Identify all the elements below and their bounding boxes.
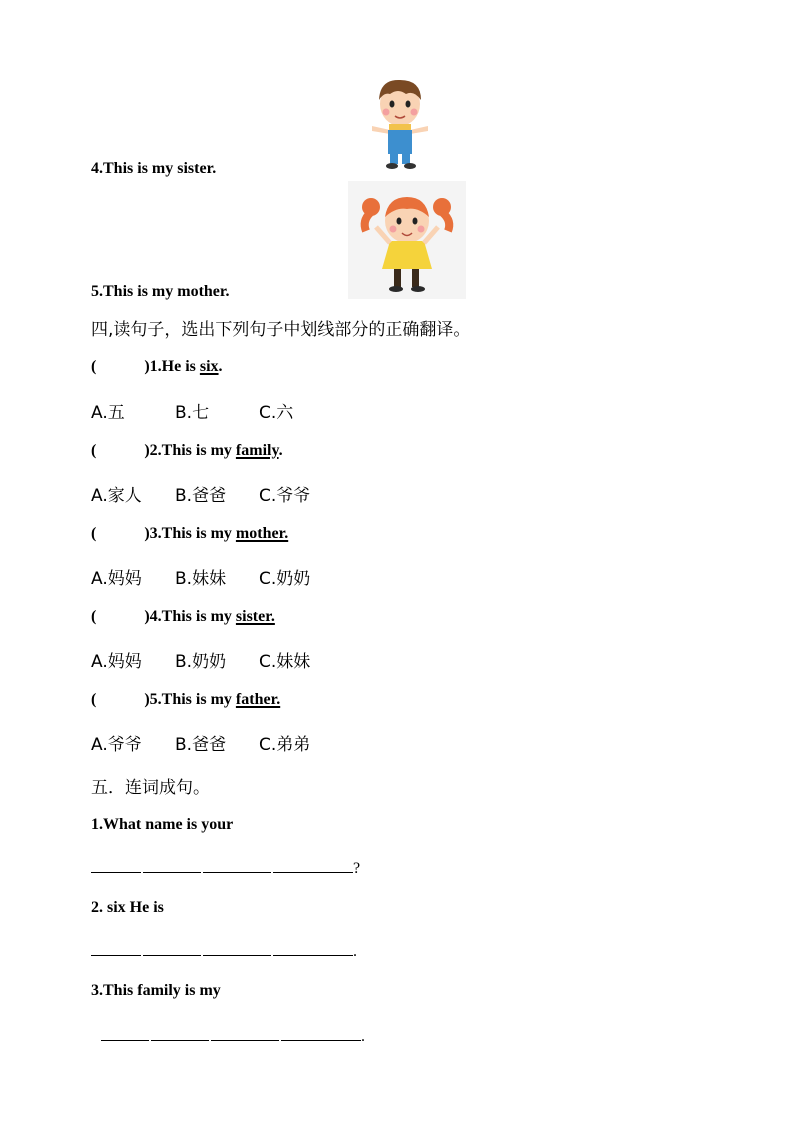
underlined-word: father. <box>235 691 281 708</box>
reorder-words-1: 1.What name is your <box>91 816 234 833</box>
option-c: C.爷爷 <box>259 486 311 506</box>
underlined-word: six <box>199 358 219 375</box>
part4-heading: 四,读句子，选出下列句子中划线部分的正确翻译。 <box>91 320 471 340</box>
question-5: ( )5.This is my father. <box>91 691 281 708</box>
question-2: ( )2.This is my family. <box>91 442 283 459</box>
option-c: C.弟弟 <box>259 735 311 755</box>
option-a: A.妈妈 <box>91 652 142 672</box>
option-c: C.奶奶 <box>259 569 311 589</box>
part3-item-4: 4.This is my sister. <box>91 160 217 177</box>
option-c: C.妹妹 <box>259 652 311 672</box>
question-1: ( )1.He is six. <box>91 358 223 375</box>
option-a: A.家人 <box>91 486 142 506</box>
reorder-words-3: 3.This family is my <box>91 982 221 999</box>
option-a: A.爷爷 <box>91 735 142 755</box>
girl-picture <box>348 181 466 299</box>
part3-item-5: 5.This is my mother. <box>91 283 230 300</box>
option-c: C.六 <box>259 403 294 423</box>
boy-picture <box>364 74 436 174</box>
option-b: B.爸爸 <box>175 735 227 755</box>
question-4: ( )4.This is my sister. <box>91 608 275 625</box>
answer-paren-open: ( <box>91 358 97 375</box>
option-a: A.妈妈 <box>91 569 142 589</box>
option-b: B.妹妹 <box>175 569 227 589</box>
answer-line-2[interactable]: . <box>91 941 357 961</box>
underlined-word: mother. <box>235 525 289 542</box>
option-b: B.七 <box>175 403 210 423</box>
option-b: B.爸爸 <box>175 486 227 506</box>
answer-line-1[interactable]: ? <box>91 858 360 878</box>
question-3: ( )3.This is my mother. <box>91 525 289 542</box>
option-a: A.五 <box>91 403 125 423</box>
underlined-word: family <box>235 442 279 459</box>
part5-heading: 五．连词成句。 <box>91 778 210 798</box>
answer-paren-close: ) <box>144 358 150 375</box>
answer-line-3[interactable]: . <box>101 1026 365 1046</box>
option-b: B.奶奶 <box>175 652 227 672</box>
underlined-word: sister. <box>235 608 275 625</box>
reorder-words-2: 2. six He is <box>91 899 164 916</box>
